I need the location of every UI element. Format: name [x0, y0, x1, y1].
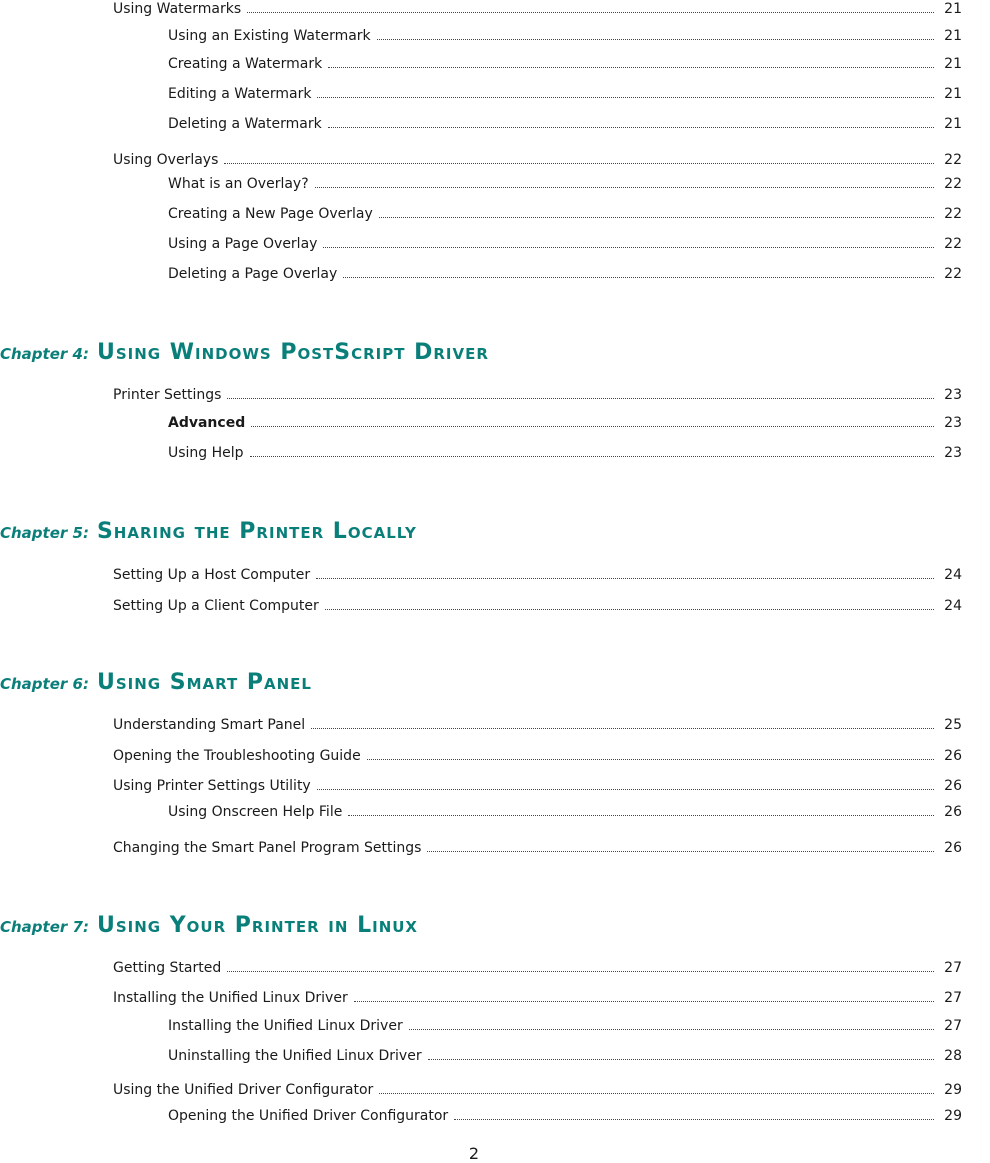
- chapter-heading: [0, 340, 489, 365]
- chapter-heading: [0, 670, 312, 695]
- toc-entry-page: 29: [944, 1108, 962, 1124]
- toc-entry[interactable]: [168, 444, 962, 462]
- toc-entry-title: Using Overlays: [113, 152, 219, 168]
- toc-entry-title: Using a Page Overlay: [168, 236, 318, 252]
- dot-leader: [317, 97, 934, 98]
- toc-entry-title: Editing a Watermark: [168, 86, 312, 102]
- toc-entry-title: Changing the Smart Panel Program Settings: [113, 840, 422, 856]
- chapter-title: Using Windows PostScript Driver: [96, 340, 489, 365]
- chapter-label: Chapter 4:: [0, 345, 89, 363]
- dot-leader: [247, 12, 934, 13]
- dot-leader: [348, 815, 934, 816]
- toc-entry-page: 23: [944, 415, 962, 431]
- toc-entry-page: 23: [944, 445, 962, 461]
- toc-entry[interactable]: [113, 597, 962, 615]
- chapter-label: Chapter 7:: [0, 918, 89, 936]
- toc-entry[interactable]: [168, 1017, 962, 1035]
- chapter-heading: [0, 519, 417, 544]
- toc-entry-title: Installing the Unified Linux Driver: [168, 1018, 403, 1034]
- dot-leader: [377, 39, 934, 40]
- toc-entry-title: Opening the Unified Driver Configurator: [168, 1108, 449, 1124]
- chapter-title: Using Smart Panel: [96, 670, 312, 695]
- dot-leader: [427, 851, 934, 852]
- chapter-label: Chapter 5:: [0, 524, 89, 542]
- toc-entry-title: Understanding Smart Panel: [113, 717, 306, 733]
- dot-leader: [328, 127, 934, 128]
- toc-entry-title: Creating a New Page Overlay: [168, 206, 373, 222]
- dot-leader: [323, 247, 934, 248]
- toc-entry-page: 27: [944, 1018, 962, 1034]
- toc-entry-page: 22: [944, 206, 962, 222]
- dot-leader: [409, 1029, 934, 1030]
- toc-entry[interactable]: [113, 151, 962, 169]
- toc-entry-page: 26: [944, 778, 962, 794]
- toc-entry[interactable]: [168, 55, 962, 73]
- toc-entry-page: 22: [944, 236, 962, 252]
- toc-entry[interactable]: [168, 235, 962, 253]
- toc-entry-title: Uninstalling the Unified Linux Driver: [168, 1048, 422, 1064]
- toc-entry-title: Deleting a Page Overlay: [168, 266, 338, 282]
- dot-leader: [379, 217, 934, 218]
- toc-entry[interactable]: [113, 386, 962, 404]
- toc-entry[interactable]: [113, 777, 962, 795]
- toc-entry-page: 23: [944, 387, 962, 403]
- toc-entry[interactable]: [168, 85, 962, 103]
- chapter-title: Using Your Printer in Linux: [96, 913, 418, 938]
- dot-leader: [428, 1059, 934, 1060]
- toc-entry-page: 21: [944, 28, 962, 44]
- dot-leader: [354, 1001, 934, 1002]
- toc-entry[interactable]: [113, 989, 962, 1007]
- chapter-heading: [0, 913, 418, 938]
- toc-entry[interactable]: [113, 747, 962, 765]
- toc-entry-page: 26: [944, 840, 962, 856]
- toc-entry-title: Using an Existing Watermark: [168, 28, 371, 44]
- toc-entry-page: 29: [944, 1082, 962, 1098]
- toc-entry-title: Setting Up a Client Computer: [113, 598, 319, 614]
- toc-entry-title: Using Help: [168, 445, 244, 461]
- dot-leader: [315, 187, 934, 188]
- dot-leader: [224, 163, 934, 164]
- toc-entry[interactable]: [113, 959, 962, 977]
- toc-entry-title: Printer Settings: [113, 387, 222, 403]
- toc-entry-title: Using Onscreen Help File: [168, 804, 343, 820]
- toc-entry-page: 25: [944, 717, 962, 733]
- dot-leader: [343, 277, 934, 278]
- dot-leader: [251, 426, 934, 427]
- chapter-title: Sharing the Printer Locally: [96, 519, 417, 544]
- toc-entry-page: 21: [944, 86, 962, 102]
- toc-entry-page: 26: [944, 748, 962, 764]
- toc-entry-title: Advanced: [168, 415, 246, 431]
- toc-entry-page: 27: [944, 960, 962, 976]
- dot-leader: [328, 67, 934, 68]
- toc-entry-title: Getting Started: [113, 960, 222, 976]
- toc-entry-page: 21: [944, 116, 962, 132]
- toc-entry-page: 27: [944, 990, 962, 1006]
- toc-entry[interactable]: [168, 803, 962, 821]
- chapter-label: Chapter 6:: [0, 675, 89, 693]
- toc-entry-page: 22: [944, 266, 962, 282]
- dot-leader: [227, 398, 934, 399]
- toc-entry-page: 21: [944, 56, 962, 72]
- toc-entry-title: Setting Up a Host Computer: [113, 567, 311, 583]
- toc-entry-title: Installing the Unified Linux Driver: [113, 990, 348, 1006]
- dot-leader: [250, 456, 934, 457]
- dot-leader: [379, 1093, 934, 1094]
- page-number: 2: [468, 1144, 480, 1163]
- toc-entry-page: 22: [944, 152, 962, 168]
- toc-entry[interactable]: [168, 1047, 962, 1065]
- toc-entry[interactable]: [113, 0, 962, 18]
- toc-entry[interactable]: [168, 27, 962, 45]
- toc-entry[interactable]: [168, 175, 962, 193]
- toc-entry-page: 21: [944, 1, 962, 17]
- dot-leader: [367, 759, 934, 760]
- dot-leader: [227, 971, 934, 972]
- toc-entry-title: Deleting a Watermark: [168, 116, 322, 132]
- toc-entry[interactable]: [113, 716, 962, 734]
- dot-leader: [454, 1119, 934, 1120]
- toc-entry[interactable]: [168, 414, 962, 432]
- dot-leader: [316, 578, 934, 579]
- toc-entry-title: Using Watermarks: [113, 1, 242, 17]
- toc-entry-page: 22: [944, 176, 962, 192]
- toc-entry-page: 24: [944, 598, 962, 614]
- toc-entry-title: What is an Overlay?: [168, 176, 309, 192]
- dot-leader: [311, 728, 934, 729]
- toc-entry-title: Creating a Watermark: [168, 56, 323, 72]
- toc-entry[interactable]: [168, 265, 962, 283]
- toc-entry[interactable]: [168, 205, 962, 223]
- toc-entry-page: 28: [944, 1048, 962, 1064]
- toc-entry-title: Opening the Troubleshooting Guide: [113, 748, 361, 764]
- toc-entry[interactable]: [168, 1107, 962, 1125]
- toc-entry-page: 26: [944, 804, 962, 820]
- toc-entry[interactable]: [168, 115, 962, 133]
- dot-leader: [317, 789, 934, 790]
- toc-entry-title: Using Printer Settings Utility: [113, 778, 311, 794]
- dot-leader: [325, 609, 934, 610]
- toc-entry[interactable]: [113, 566, 962, 584]
- toc-entry[interactable]: [113, 839, 962, 857]
- toc-entry-page: 24: [944, 567, 962, 583]
- toc-entry[interactable]: [113, 1081, 962, 1099]
- toc-entry-title: Using the Unified Driver Configurator: [113, 1082, 374, 1098]
